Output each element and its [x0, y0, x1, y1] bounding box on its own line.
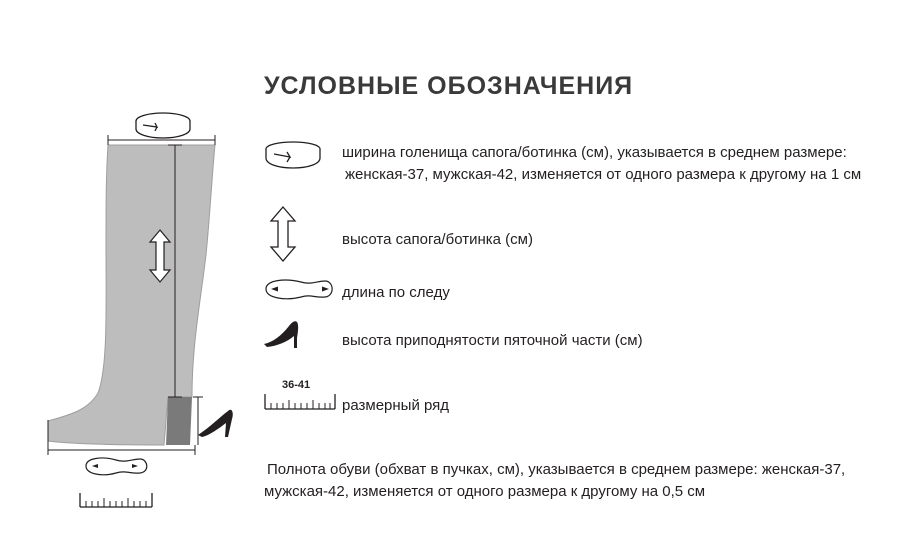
boot-height-text: высота сапога/ботинка (см)	[342, 231, 533, 248]
boot-heel	[166, 397, 192, 445]
shaft-width-text-1: ширина голенища сапога/ботинка (см), указывается в среднем размере:	[342, 144, 847, 161]
heel-height-icon	[263, 318, 301, 350]
boot-height-icon	[268, 205, 298, 263]
boot-size-ruler	[80, 493, 152, 507]
fullness-text-1: Полнота обуви (обхват в пучках, см), указывается в среднем размере: женская-37,	[267, 461, 846, 478]
fullness-text-2: мужская-42, изменяется от одного размера к другому на 0,5 см	[264, 483, 706, 500]
sole-length-icon	[263, 277, 335, 301]
shaft-width-text-2: женская-37, мужская-42, изменяется от одного размера к другому на 1 см	[345, 166, 862, 183]
shaft-width-icon	[264, 140, 324, 172]
boot-shaft-width-icon	[136, 113, 190, 138]
boot-sole-icon	[86, 458, 147, 475]
sole-length-text: длина по следу	[342, 284, 450, 301]
size-range-text: размерный ряд	[342, 397, 450, 414]
legend-title: УСЛОВНЫЕ ОБОЗНАЧЕНИЯ	[264, 72, 634, 100]
heel-height-text: высота приподнятости пяточной части (см)	[342, 332, 643, 349]
size-range-scale-label: 36-41	[282, 379, 311, 391]
boot-heel-shoe-icon	[198, 410, 233, 437]
boot-illustration	[40, 105, 240, 515]
